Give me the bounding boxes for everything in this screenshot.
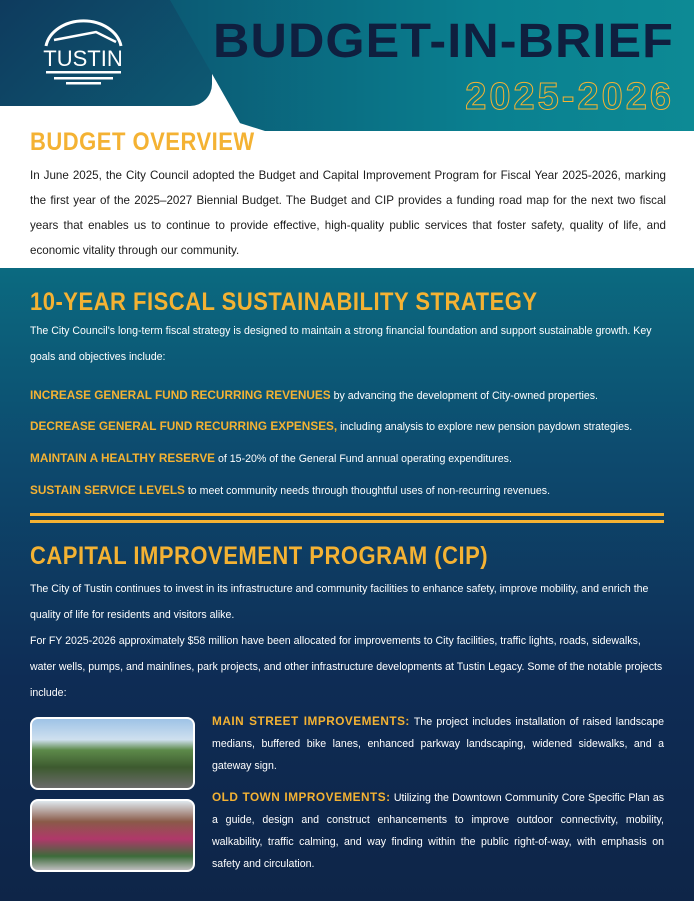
main-street-photo [30,717,195,790]
overview-heading: BUDGET OVERVIEW [30,127,255,156]
cip-heading: CAPITAL IMPROVEMENT PROGRAM (CIP) [30,541,489,570]
cip-allocation: For FY 2025-2026 approximately $58 million have been allocated for improvements to City facilities, traffic lights, roads, sidewalks, water wells, pumps, and mainlines, park projects, and other infrastructure developments at Tustin Legacy. Some of the notable projects include: [30,635,663,699]
overview-body: In June 2025, the City Council adopted the Budget and Capital Improvement Program for Fiscal Year 2025-2026, marking the first year of the 2025–2027 Biennial Budget. The Budget and CIP provides a funding road map for the next two fiscal years that enables us to continue to provide effective, high-quality public services that foster safety, quality of life, and economic vitality through our community. [30,169,666,257]
old-town-photo [30,799,195,872]
strategy-intro: The City Council's long-term fiscal strategy is designed to maintain a strong financial foundation and support sustainable growth. Key goals and objectives include: [30,325,652,363]
page-title: BUDGET-IN-BRIEF [213,15,674,68]
goal-item: SUSTAIN SERVICE LEVELS to meet community needs through thoughtful uses of non-recurring revenues. [30,483,551,497]
project-main-street: MAIN STREET IMPROVEMENTS: The project includes installation of raised landscape medians, buffered bike lanes, enhanced parkway landscaping, widened sidewalks, and a gateway sign. [212,714,665,772]
cip-intro: The City of Tustin continues to invest in its infrastructure and community facilities to enhance safety, improve mobility, and enrich the quality of life for residents and visitors alike. [30,583,649,621]
divider [30,513,664,516]
divider [30,520,664,523]
strategy-heading: 10-YEAR FISCAL SUSTAINABILITY STRATEGY [30,287,538,316]
svg-text:TUSTIN: TUSTIN [43,46,123,71]
fiscal-years: 2025-2026 [465,76,674,118]
project-old-town: OLD TOWN IMPROVEMENTS: Utilizing the Downtown Community Core Specific Plan as a guide, design and construct enhancements to improve outdoor connectivity, mobility, walkability, traffic calming, and way finding within the public right-of-way, with emphasis on safety and circulation. [212,790,665,870]
goal-item: MAINTAIN A HEALTHY RESERVE of 15-20% of the General Fund annual operating expenditures. [30,451,512,465]
goal-item: INCREASE GENERAL FUND RECURRING REVENUES by advancing the development of City-owned properties. [30,388,598,402]
tustin-logo [36,16,131,86]
goal-item: DECREASE GENERAL FUND RECURRING EXPENSES, including analysis to explore new pension paydown strategies. [30,419,633,433]
